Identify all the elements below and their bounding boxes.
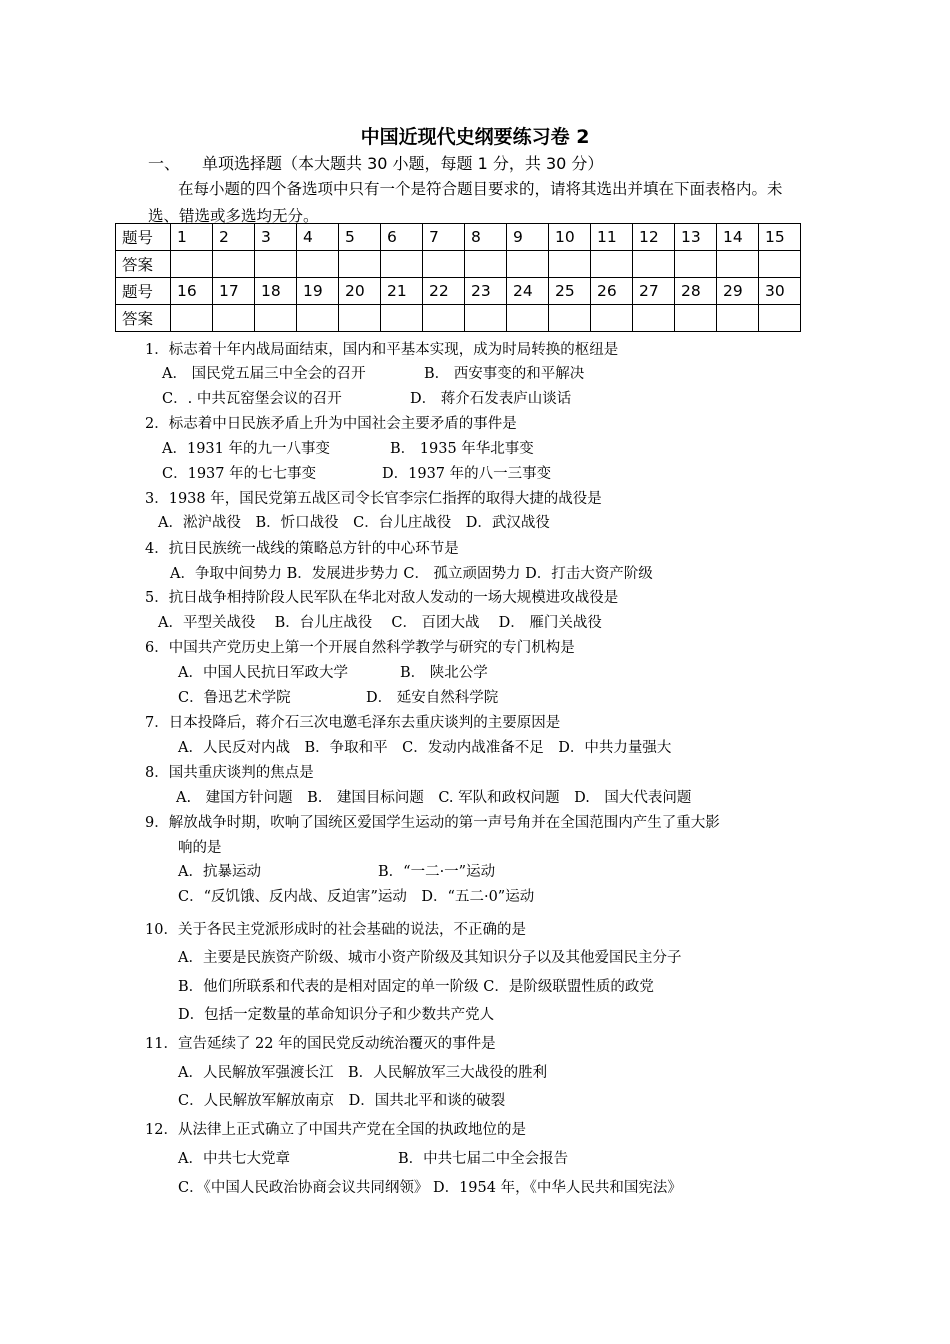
question-stem: 3．1938 年，国民党第五战区司令长官李宗仁指挥的取得大捷的战役是 [145, 491, 602, 507]
answer-cell[interactable] [381, 251, 423, 278]
option-text: A．1931 年的九一八事变 [162, 441, 330, 457]
option-text: A．抗暴运动 [178, 864, 261, 880]
number-cell: 6 [381, 224, 423, 251]
number-cell: 5 [339, 224, 381, 251]
number-cell: 9 [507, 224, 549, 251]
number-cell: 29 [717, 278, 759, 305]
option-text: B． 陕北公学 [400, 665, 488, 681]
answer-cell[interactable] [381, 305, 423, 332]
answer-cell[interactable] [465, 305, 507, 332]
number-cell: 20 [339, 278, 381, 305]
number-cell: 28 [675, 278, 717, 305]
table-row [116, 305, 801, 332]
number-cell: 11 [591, 224, 633, 251]
option-text: B． 1935 年华北事变 [390, 441, 534, 457]
option-text: C．人民解放军解放南京 D．国共北平和谈的破裂 [178, 1093, 506, 1109]
table-row [116, 224, 801, 251]
option-text: A．争取中间势力 B．发展进步势力 C． 孤立顽固势力 D．打击大资产阶级 [170, 566, 653, 582]
number-cell: 19 [297, 278, 339, 305]
document-title: 中国近现代史纲要练习卷 2 [360, 126, 590, 148]
answer-cell[interactable] [759, 251, 801, 278]
number-cell: 16 [171, 278, 213, 305]
answer-table [115, 223, 801, 332]
number-cell: 2 [213, 224, 255, 251]
section-title: 单项选择题（本大题共 30 小题，每题 1 分，共 30 分） [202, 154, 604, 173]
answer-cell[interactable] [759, 305, 801, 332]
option-text: D． 蒋介石发表庐山谈话 [410, 391, 572, 407]
section-heading [148, 151, 603, 174]
answer-cell[interactable] [633, 305, 675, 332]
option-text: C．鲁迅艺术学院 [178, 690, 291, 706]
option-text: A．人民解放军强渡长江 B．人民解放军三大战役的胜利 [178, 1065, 548, 1081]
number-cell: 17 [213, 278, 255, 305]
question-stem: 9．解放战争时期，吹响了国统区爱国学生运动的第一声号角并在全国范围内产生了重大影 [145, 815, 720, 831]
answer-cell[interactable] [171, 305, 213, 332]
option-text: D． 延安自然科学院 [366, 690, 499, 706]
question-stem: 5．抗日战争相持阶段人民军队在华北对敌人发动的一场大规模进攻战役是 [145, 590, 619, 606]
number-cell: 13 [675, 224, 717, 251]
number-cell: 12 [633, 224, 675, 251]
answer-cell[interactable] [507, 251, 549, 278]
answer-cell[interactable] [717, 305, 759, 332]
number-cell: 14 [717, 224, 759, 251]
table-row [116, 251, 801, 278]
answer-cell[interactable] [633, 251, 675, 278]
table-row [116, 278, 801, 305]
answer-cell[interactable] [255, 305, 297, 332]
number-cell: 8 [465, 224, 507, 251]
option-text: A. 建国方针问题 B. 建国目标问题 C. 军队和政权问题 D. 国大代表问题 [176, 790, 692, 806]
label-cell: 题号 [116, 224, 171, 251]
number-cell: 4 [297, 224, 339, 251]
answer-cell[interactable] [507, 305, 549, 332]
answer-cell[interactable] [213, 305, 255, 332]
option-text: B．“一二·一”运动 [378, 864, 496, 880]
answer-cell[interactable] [591, 305, 633, 332]
option-text: B．中共七届二中全会报告 [398, 1151, 569, 1167]
answer-cell[interactable] [339, 305, 381, 332]
number-cell: 25 [549, 278, 591, 305]
option-text: A．中国人民抗日军政大学 [178, 665, 348, 681]
question-stem: 11．宣告延续了 22 年的国民党反动统治覆灭的事件是 [145, 1036, 496, 1052]
number-cell: 27 [633, 278, 675, 305]
option-text: D．1937 年的八一三事变 [382, 466, 552, 482]
label-cell: 题号 [116, 278, 171, 305]
question-stem-continued: 响的是 [178, 840, 222, 856]
number-cell: 1 [171, 224, 213, 251]
question-stem: 7．日本投降后，蒋介石三次电邀毛泽东去重庆谈判的主要原因是 [145, 715, 561, 731]
question-stem: 6．中国共产党历史上第一个开展自然科学教学与研究的专门机构是 [145, 640, 575, 656]
answer-cell[interactable] [717, 251, 759, 278]
number-cell: 21 [381, 278, 423, 305]
number-cell: 23 [465, 278, 507, 305]
option-text: A．主要是民族资产阶级、城市小资产阶级及其知识分子以及其他爱国民主分子 [178, 950, 682, 966]
answer-cell[interactable] [423, 305, 465, 332]
option-text: B．他们所联系和代表的是相对固定的单一阶级 C．是阶级联盟性质的政党 [178, 979, 654, 995]
answer-cell[interactable] [171, 251, 213, 278]
option-text: B． 西安事变的和平解决 [424, 366, 585, 382]
answer-cell[interactable] [297, 251, 339, 278]
option-text: A． 国民党五届三中全会的召开 [162, 366, 366, 382]
number-cell: 7 [423, 224, 465, 251]
answer-cell[interactable] [675, 305, 717, 332]
label-cell: 答案 [116, 251, 171, 278]
number-cell: 3 [255, 224, 297, 251]
question-stem: 10．关于各民主党派形成时的社会基础的说法，不正确的是 [145, 922, 526, 938]
option-text: C．1937 年的七七事变 [162, 466, 317, 482]
option-text: A．淞沪战役 B．忻口战役 C．台儿庄战役 D．武汉战役 [158, 515, 550, 531]
option-text: D．包括一定数量的革命知识分子和少数共产党人 [178, 1007, 495, 1023]
answer-cell[interactable] [297, 305, 339, 332]
option-text: C．. 中共瓦窑堡会议的召开 [162, 391, 342, 407]
option-text: A．中共七大党章 [178, 1151, 290, 1167]
answer-cell[interactable] [213, 251, 255, 278]
answer-cell[interactable] [675, 251, 717, 278]
answer-cell[interactable] [549, 305, 591, 332]
question-stem: 1．标志着十年内战局面结束，国内和平基本实现，成为时局转换的枢纽是 [145, 342, 619, 358]
number-cell: 22 [423, 278, 465, 305]
option-text: C．《中国人民政治协商会议共同纲领》 D．1954 年，《中华人民共和国宪法》 [178, 1180, 682, 1196]
question-stem: 12．从法律上正式确立了中国共产党在全国的执政地位的是 [145, 1122, 526, 1138]
question-stem: 2．标志着中日民族矛盾上升为中国社会主要矛盾的事件是 [145, 416, 517, 432]
section-number: 一、 [148, 154, 181, 173]
number-cell: 30 [759, 278, 801, 305]
question-stem: 8．国共重庆谈判的焦点是 [145, 765, 314, 781]
answer-cell[interactable] [591, 251, 633, 278]
number-cell: 15 [759, 224, 801, 251]
number-cell: 24 [507, 278, 549, 305]
answer-cell[interactable] [255, 251, 297, 278]
question-stem: 4．抗日民族统一战线的策略总方针的中心环节是 [145, 541, 459, 557]
number-cell: 26 [591, 278, 633, 305]
answer-cell[interactable] [465, 251, 507, 278]
option-text: A．人民反对内战 B．争取和平 C．发动内战准备不足 D．中共力量强大 [178, 740, 672, 756]
option-text: C．“反饥饿、反内战、反迫害”运动 D．“五二·0”运动 [178, 889, 535, 905]
section-instructions: 在每小题的四个备选项中只有一个是符合题目要求的，请将其选出并填在下面表格内。未选、错选或多选均无分。 [148, 180, 783, 225]
answer-cell[interactable] [339, 251, 381, 278]
option-text: A．平型关战役 B．台儿庄战役 C． 百团大战 D． 雁门关战役 [158, 615, 602, 631]
label-cell: 答案 [116, 305, 171, 332]
number-cell: 10 [549, 224, 591, 251]
number-cell: 18 [255, 278, 297, 305]
answer-cell[interactable] [549, 251, 591, 278]
answer-cell[interactable] [423, 251, 465, 278]
